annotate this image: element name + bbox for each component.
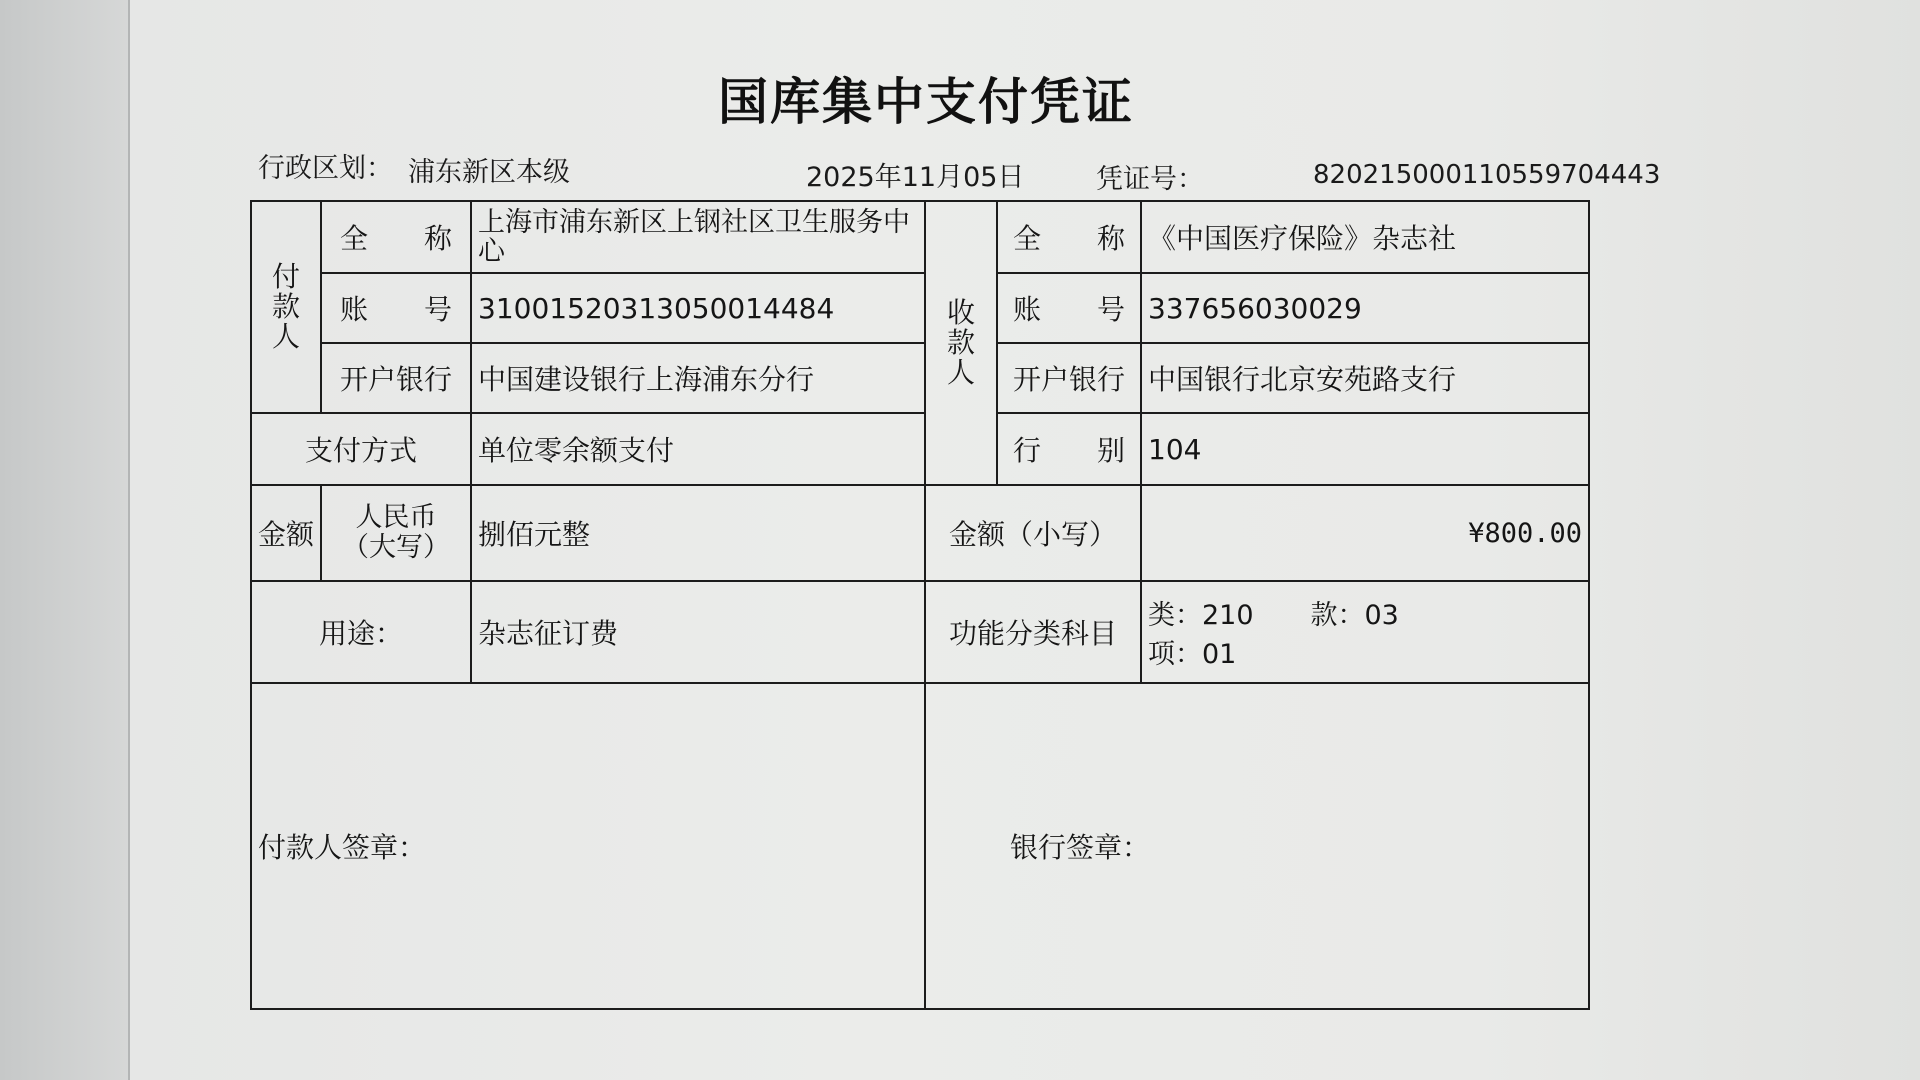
purpose-value: 杂志征订费 (471, 581, 925, 683)
amount-label: 金额 (251, 485, 321, 581)
payer-bank-label: 开户银行 (321, 343, 471, 413)
voucher-date: 2025年11月05日 (806, 162, 1025, 193)
payment-method-value: 单位零余额支付 (471, 413, 925, 485)
payer-name-value: 上海市浦东新区上钢社区卫生服务中心 (471, 201, 925, 273)
row-bank (251, 343, 1589, 413)
document-title: 国库集中支付凭证 (718, 73, 1134, 131)
region-label: 行政区划： (258, 153, 393, 184)
row-account (251, 273, 1589, 343)
func-class-category: 类：210 (1148, 600, 1254, 631)
func-class-section: 款：03 (1310, 600, 1399, 631)
payer-signature-label: 付款人签章： (258, 831, 427, 864)
payee-bank-label: 开户银行 (997, 343, 1141, 413)
payee-name-label: 全 称 (997, 201, 1141, 273)
row-method (251, 413, 1589, 485)
bank-signature-label: 银行签章： (1010, 831, 1151, 864)
payee-account-value: 337656030029 (1141, 273, 1589, 343)
voucher-no-value: 820215000110559704443 (1313, 160, 1661, 190)
payer-signature-area (251, 683, 925, 1009)
func-class-item: 项：01 (1148, 639, 1237, 670)
row-purpose (251, 581, 1589, 683)
row-name (251, 201, 1589, 273)
region-value: 浦东新区本级 (408, 157, 570, 188)
payer-account-label: 账 号 (321, 273, 471, 343)
amount-small-label: 金额（小写） (925, 485, 1141, 581)
func-class-label: 功能分类科目 (925, 581, 1141, 683)
row-amount (251, 485, 1589, 581)
amount-caps-value: 捌佰元整 (471, 485, 925, 581)
amount-small-value: ¥800.00 (1141, 485, 1589, 581)
payer-bank-value: 中国建设银行上海浦东分行 (471, 343, 925, 413)
payee-name-value: 《中国医疗保险》杂志社 (1141, 201, 1589, 273)
voucher-table (250, 200, 1590, 1010)
payee-bank-type-value: 104 (1141, 413, 1589, 485)
payer-account-value: 31001520313050014484 (471, 273, 925, 343)
payer-section-label: 付 款 人 (251, 201, 321, 413)
payee-section-label: 收 款 人 (925, 201, 997, 485)
func-class-values (1141, 581, 1589, 683)
payee-bank-type-label: 行 别 (997, 413, 1141, 485)
purpose-label: 用途： (251, 581, 471, 683)
rmb-caps-label: 人民币 （大写） (321, 485, 471, 581)
payee-account-label: 账 号 (997, 273, 1141, 343)
bank-signature-area (925, 683, 1589, 1009)
payer-name-label: 全 称 (321, 201, 471, 273)
payment-method-label: 支付方式 (251, 413, 471, 485)
row-signatures (251, 683, 1589, 1009)
payee-bank-value: 中国银行北京安苑路支行 (1141, 343, 1589, 413)
voucher-no-label: 凭证号： (1096, 164, 1204, 195)
